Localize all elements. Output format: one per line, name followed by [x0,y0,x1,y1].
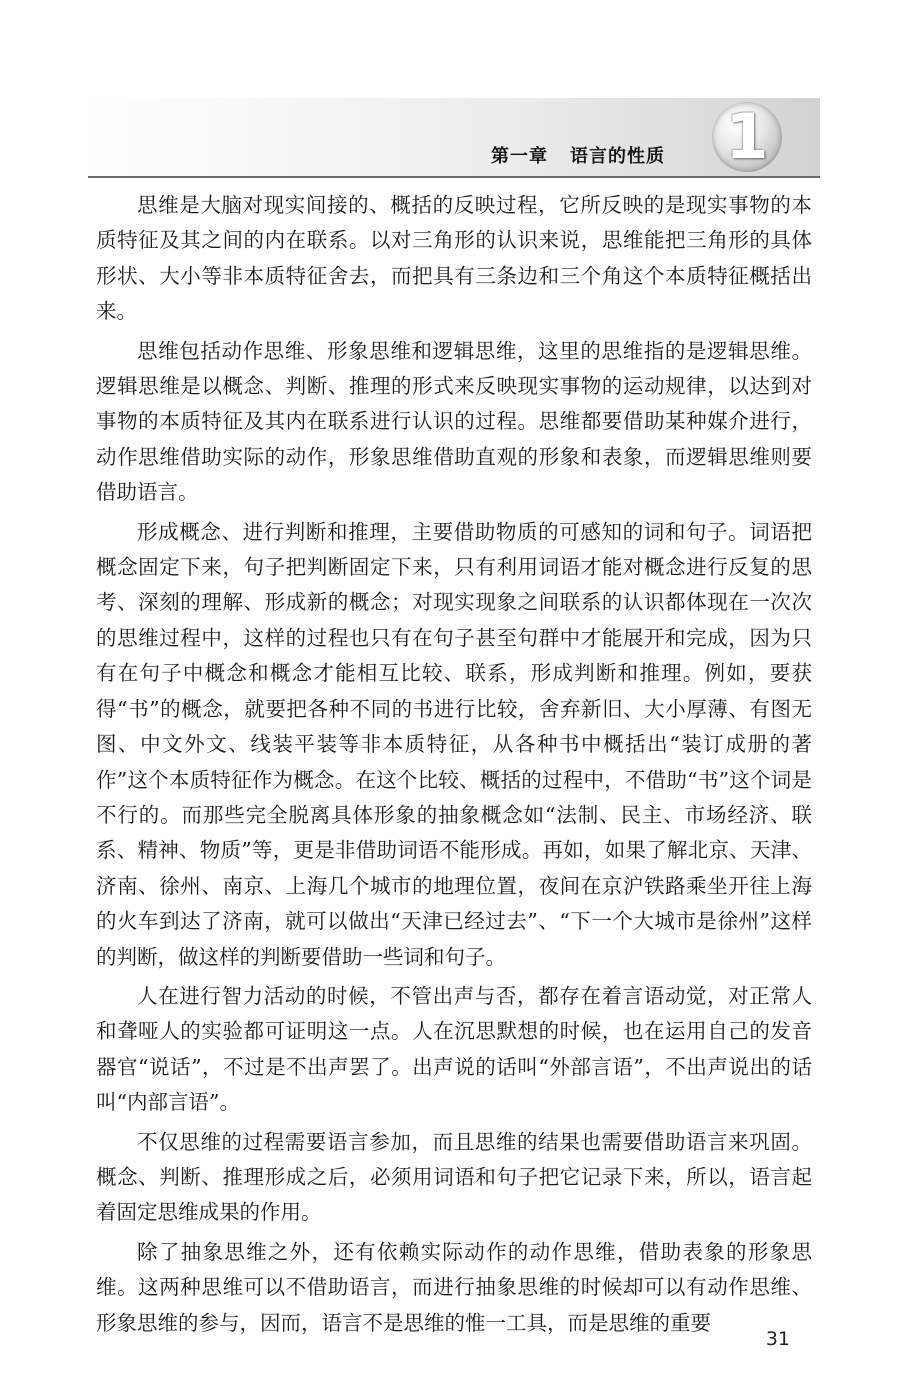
paragraph-3: 形成概念、进行判断和推理，主要借助物质的可感知的词和句子。词语把概念固定下来，句子把判断固定下来，只有利用词语才能对概念进行反复的思考、深刻的理解、形成新的概念；对现实现象之间联系的认识都体现在一次次的思维过程中，这样的过程也只有在句子甚至句群中才能展开和完成，因为只有在句子中概念和概念才能相互比较、联系，形成判断和推理。例如，要获得“书”的概念，就要把各种不同的书进行比较，舍弃新旧、大小厚薄、有图无图、中文外文、线装平装等非本质特征，从各种书中概括出“装订成册的著作”这个本质特征作为概念。在这个比较、概括的过程中，不借助“书”这个词是不行的。而那些完全脱离具体形象的抽象概念如“法制、民主、市场经济、联系、精神、物质”等，更是非借助词语不能形成。再如，如果了解北京、天津、济南、徐州、南京、上海几个城市的地理位置，夜间在京沪铁路乘坐开往上海的火车到达了济南，就可以做出“天津已经过去”、“下一个大城市是徐州”这样的判断，做这样的判断要借助一些词和句子。 [96,519,812,969]
header-rule [88,176,820,178]
page-body [96,188,812,1345]
chapter-number: 1 [725,100,769,173]
chapter-number-badge [702,98,820,178]
paragraph-2: 思维包括动作思维、形象思维和逻辑思维，这里的思维指的是逻辑思维。逻辑思维是以概念、判断、推理的形式来反映现实事物的运动规律，以达到对事物的本质特征及其内在联系进行认识的过程。思维都要借助某种媒介进行，动作思维借助实际的动作，形象思维借助直观的形象和表象，而逻辑思维则要借助语言。 [96,338,812,505]
chapter-label: 第一章 [491,146,548,167]
chapter-title: 语言的性质 [570,146,665,167]
running-header [491,142,665,168]
paragraph-4: 人在进行智力活动的时候，不管出声与否，都存在着言语动觉，对正常人和聋哑人的实验都可证明这一点。人在沉思默想的时候，也在运用自己的发音器官“说话”，不过是不出声罢了。出声说的话叫“外部言语”，不出声说出的话叫“内部言语”。 [96,983,812,1115]
page-number: 31 [765,1328,790,1350]
paragraph-5: 不仅思维的过程需要语言参加，而且思维的结果也需要借助语言来巩固。概念、判断、推理形成之后，必须用词语和句子把它记录下来，所以，语言起着固定思维成果的作用。 [96,1129,812,1225]
paragraph-6: 除了抽象思维之外，还有依赖实际动作的动作思维，借助表象的形象思维。这两种思维可以不借助语言，而进行抽象思维的时候却可以有动作思维、形象思维的参与，因而，语言不是思维的惟一工具，而是思维的重要 [96,1239,812,1335]
paragraph-1: 思维是大脑对现实间接的、概括的反映过程，它所反映的是现实事物的本质特征及其之间的内在联系。以对三角形的认识来说，思维能把三角形的具体形状、大小等非本质特征舍去，而把具有三条边和三个角这个本质特征概括出来。 [96,193,812,324]
